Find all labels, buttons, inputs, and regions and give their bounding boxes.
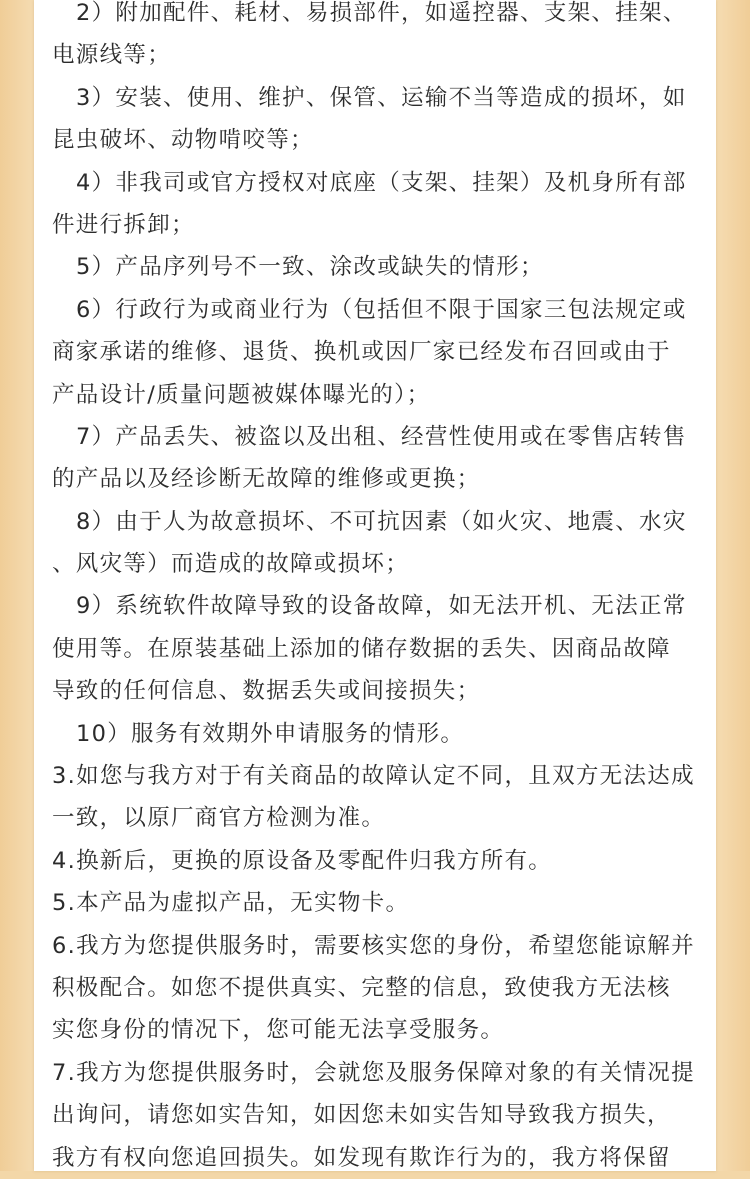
text-line: 6）行政行为或商业行为（包括但不限于国家三包法规定或 [76, 296, 687, 323]
text-line: 积极配合。如您不提供真实、完整的信息，致使我方无法核 [52, 974, 671, 1001]
right-border [716, 0, 750, 1171]
terms-text [52, 0, 716, 1179]
text-line: 使用等。在原装基础上添加的储存数据的丢失、因商品故障 [52, 635, 671, 662]
text-line: 3.如您与我方对于有关商品的故障认定不同，且双方无法达成 [52, 763, 695, 790]
text-line: 7）产品丢失、被盗以及出租、经营性使用或在零售店转售 [76, 423, 687, 450]
text-line: 3）安装、使用、维护、保管、运输不当等造成的损坏，如 [76, 84, 687, 111]
text-line: 4）非我司或官方授权对底座（支架、挂架）及机身所有部 [76, 169, 687, 196]
text-line: 导致的任何信息、数据丢失或间接损失； [52, 678, 481, 705]
text-line: 、风灾等）而造成的故障或损坏； [52, 551, 410, 578]
text-line: 实您身份的情况下，您可能无法享受服务。 [52, 1017, 505, 1044]
left-border [0, 0, 34, 1171]
text-line: 的产品以及经诊断无故障的维修或更换； [52, 466, 481, 493]
text-line: 我方有权向您追回损失。如发现有欺诈行为的，我方将保留 [52, 1144, 671, 1171]
text-line: 8）由于人为故意损坏、不可抗因素（如火灾、地震、水灾 [76, 508, 687, 535]
text-line: 4.换新后，更换的原设备及零配件归我方所有。 [52, 847, 553, 874]
text-line: 电源线等； [52, 42, 172, 69]
text-line: 件进行拆卸； [52, 211, 195, 238]
text-line: 商家承诺的维修、退货、换机或因厂家已经发布召回或由于 [52, 339, 671, 366]
text-line: 5）产品序列号不一致、涂改或缺失的情形； [76, 254, 544, 281]
text-line: 2）附加配件、耗材、易损部件，如遥控器、支架、挂架、 [76, 0, 687, 26]
text-line: 出询问，请您如实告知，如因您未如实告知导致我方损失， [52, 1102, 671, 1129]
text-line: 6.我方为您提供服务时，需要核实您的身份，希望您能谅解并 [52, 932, 695, 959]
text-line: 5.本产品为虚拟产品，无实物卡。 [52, 890, 410, 917]
text-line: 7.我方为您提供服务时，会就您及服务保障对象的有关情况提 [52, 1059, 695, 1086]
text-line: 产品设计/质量问题被媒体曝光的）； [52, 381, 431, 408]
text-line: 昆虫破坏、动物啃咬等； [52, 127, 314, 154]
text-line: 一致，以原厂商官方检测为准。 [52, 805, 386, 832]
text-line: 9）系统软件故障导致的设备故障，如无法开机、无法正常 [76, 593, 687, 620]
terms-document [34, 0, 716, 1171]
text-line: 10）服务有效期外申请服务的情形。 [76, 720, 465, 747]
